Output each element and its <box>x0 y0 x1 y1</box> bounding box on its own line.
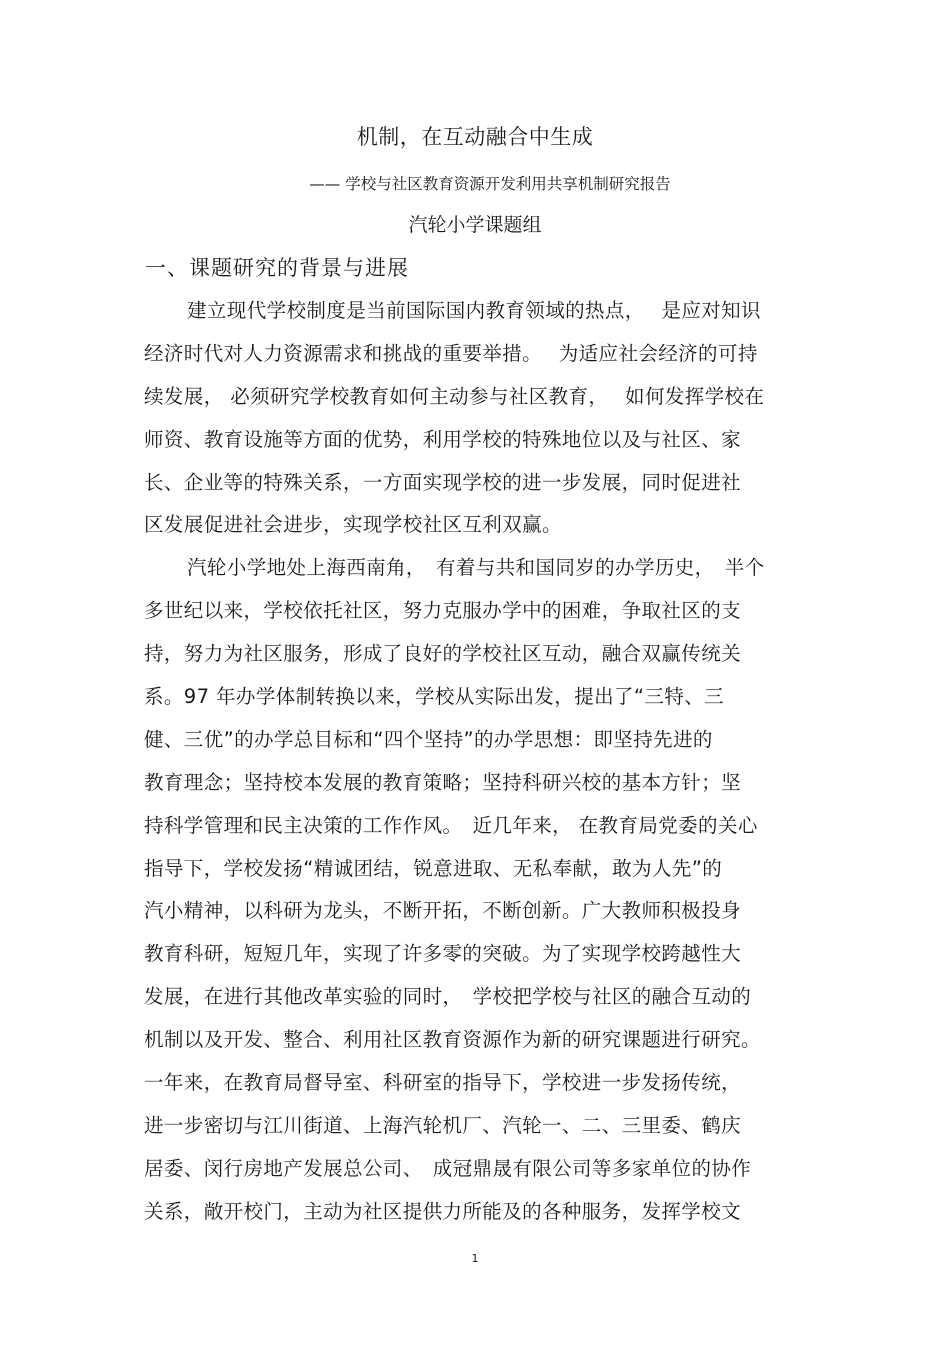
document-title: 机制，在互动融合中生成 <box>356 125 594 149</box>
text-line: 关系，敞开校门，主动为社区提供力所能及的各种服务，发挥学校文 <box>144 1199 742 1223</box>
text-line: 教育科研，短短几年，实现了许多零的突破。为了实现学校跨越性大 <box>144 942 742 966</box>
text-line: 师资、教育设施等方面的优势，利用学校的特殊地位以及与社区、家 <box>144 427 742 451</box>
text-line: 指导下，学校发扬“精诚团结，锐意进取、无私奉献，敢为人先”的 <box>144 856 723 880</box>
text-line: 系。97 年办学体制转换以来，学校从实际出发，提出了“三特、三 <box>144 685 725 709</box>
text-line: 多世纪以来，学校依托社区，努力克服办学中的困难，争取社区的支 <box>144 599 742 623</box>
section-heading: 一、课题研究的背景与进展 <box>145 256 409 280</box>
text-line: 机制以及开发、整合、利用社区教育资源作为新的研究课题进行研究。 <box>144 1028 761 1052</box>
text-line: 一年来，在教育局督导室、科研室的指导下，学校进一步发扬传统， <box>144 1071 742 1095</box>
text-line: 发展，在进行其他改革实验的同时， 学校把学校与社区的融合互动的 <box>144 985 752 1009</box>
text-line: 区发展促进社会进步，实现学校社区互利双赢。 <box>144 513 562 537</box>
document-author: 汽轮小学课题组 <box>408 214 542 236</box>
text-line: 持科学管理和民主决策的工作作风。 近几年来， 在教育局党委的关心 <box>144 813 758 837</box>
body-text <box>144 295 814 1239</box>
text-line: 汽轮小学地处上海西南角， 有着与共和国同岁的办学历史， 半个 <box>187 556 765 580</box>
text-line: 持，努力为社区服务，形成了良好的学校社区互动，融合双赢传统关 <box>144 642 742 666</box>
page-number: 1 <box>471 1252 479 1265</box>
text-line: 长、企业等的特殊关系，一方面实现学校的进一步发展，同时促进社 <box>144 470 742 494</box>
text-line: 建立现代学校制度是当前国际国内教育领域的热点， 是应对知识 <box>187 299 761 322</box>
text-line: 续发展， 必须研究学校教育如何主动参与社区教育， 如何发挥学校在 <box>144 384 765 408</box>
text-line: 教育理念；坚持校本发展的教育策略；坚持科研兴校的基本方针；坚 <box>144 770 742 794</box>
text-line: 经济时代对人力资源需求和挑战的重要举措。 为适应社会经济的可持 <box>144 341 758 365</box>
text-line: 汽小精神，以科研为龙头，不断开拓，不断创新。广大教师积极投身 <box>144 899 742 923</box>
text-line: 健、三优”的办学总目标和“四个坚持”的办学思想：即坚持先进的 <box>144 727 713 751</box>
text-line: 居委、闵行房地产发展总公司、 成冠鼎晟有限公司等多家单位的协作 <box>144 1156 752 1180</box>
text-line: 进一步密切与江川街道、上海汽轮机厂、汽轮一、二、三里委、鹤庆 <box>144 1113 742 1137</box>
document-subtitle: —— 学校与社区教育资源开发利用共享机制研究报告 <box>309 175 671 193</box>
